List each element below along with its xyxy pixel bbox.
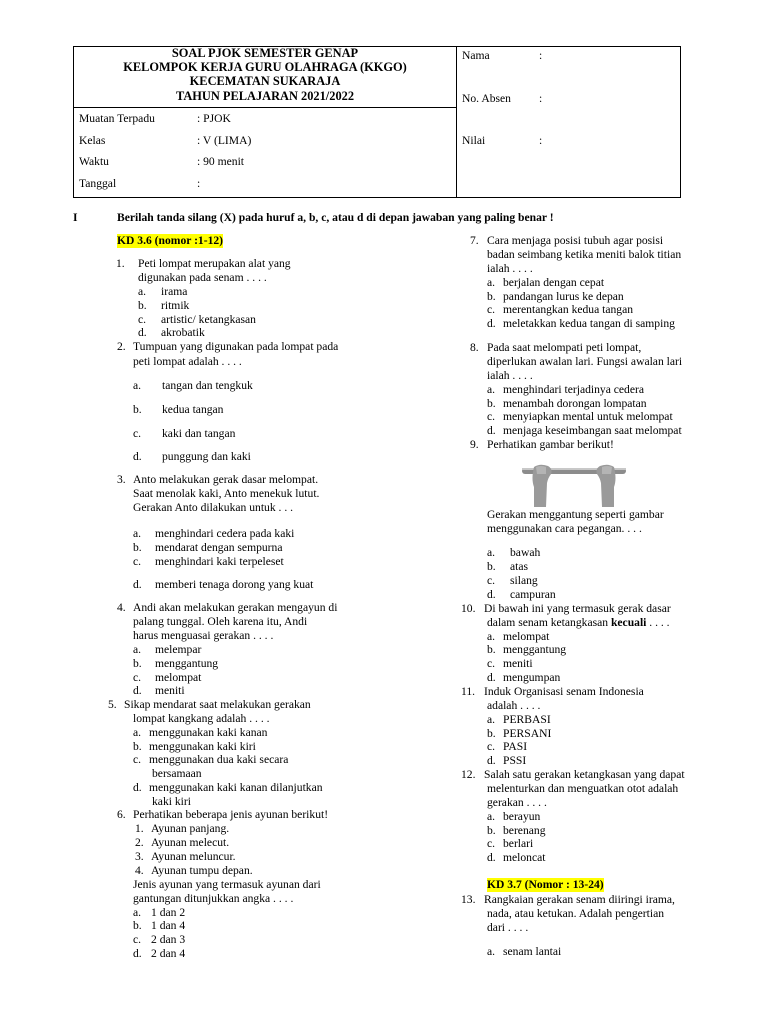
option-text: 1 dan 4 [151, 919, 186, 932]
option-text: 1 dan 2 [151, 906, 186, 919]
list-item: Ayunan melecut. [151, 836, 230, 849]
option-text: bawah [510, 546, 541, 559]
option-letter[interactable]: d. [487, 317, 496, 330]
option-text: kedua tangan [162, 403, 224, 416]
option-letter[interactable]: d. [133, 947, 142, 960]
option-text: 2 dan 4 [151, 947, 186, 960]
info-label-subject: Muatan Terpadu [79, 112, 155, 125]
title-line-2: KELOMPOK KERJA GURU OLAHRAGA (KKGO) [123, 60, 407, 74]
option-text: kaki kiri [152, 795, 191, 808]
option-text: berlari [503, 837, 534, 850]
option-text: menambah dorongan lompatan [503, 397, 647, 410]
option-text: merentangkan kedua tangan [503, 303, 634, 316]
question-text: Sikap mendarat saat melakukan gerakan [124, 698, 311, 711]
option-text: memberi tenaga dorong yang kuat [155, 578, 314, 591]
option-letter[interactable]: d. [138, 326, 147, 339]
question-text: nada, atau ketukan. Adalah pengertian [487, 907, 665, 920]
option-letter[interactable]: b. [133, 919, 142, 932]
option-letter[interactable]: c. [487, 657, 496, 670]
option-letter[interactable]: a. [487, 713, 496, 726]
option-text: menggantung [503, 643, 567, 656]
question-text: Jenis ayunan yang termasuk ayunan dari [133, 878, 321, 891]
option-letter[interactable]: b. [133, 740, 142, 753]
option-letter[interactable]: c. [133, 753, 142, 766]
option-text: ritmik [161, 299, 190, 312]
student-label-absen: No. Absen [462, 92, 511, 105]
option-letter[interactable]: a. [487, 276, 496, 289]
question-text: Rangkaian gerakan senam diiringi irama, [484, 893, 675, 906]
option-text: silang [510, 574, 538, 587]
option-text: akrobatik [161, 326, 205, 339]
option-letter[interactable]: c. [487, 574, 496, 587]
list-number: 3. [135, 850, 144, 863]
option-letter[interactable]: a. [133, 379, 142, 392]
option-text: pandangan lurus ke depan [503, 290, 624, 303]
question-text: menggunakan cara pegangan. . . . [487, 522, 642, 535]
option-text: melompat [155, 671, 202, 684]
question-number: 13. [461, 893, 476, 906]
option-text: tangan dan tengkuk [162, 379, 253, 392]
option-letter[interactable]: a. [133, 726, 142, 739]
option-text: meletakkan kedua tangan di samping [503, 317, 675, 330]
list-item: Ayunan panjang. [151, 822, 230, 835]
question-text: Cara menjaga posisi tubuh agar posisi [487, 234, 664, 247]
option-text: mengumpan [503, 671, 561, 684]
option-text: menggunakan kaki kiri [149, 740, 256, 753]
title-line-3: KECEMATAN SUKARAJA [189, 74, 341, 88]
option-letter[interactable]: b. [133, 657, 142, 670]
list-number: 2. [135, 836, 144, 849]
question-text-part: . . . . [646, 616, 670, 629]
option-text: menghindari kaki terpeleset [155, 555, 284, 568]
question-number: 8. [470, 341, 479, 354]
option-letter[interactable]: b. [133, 541, 142, 554]
emphasis-word: kecuali [610, 616, 647, 629]
question-number: 6. [117, 808, 126, 821]
question-text: peti lompat adalah . . . . [133, 355, 242, 368]
option-letter[interactable]: d. [133, 578, 142, 591]
option-letter[interactable]: a. [487, 546, 496, 559]
question-text: palang tunggal. Oleh karena itu, Andi [133, 615, 308, 628]
option-text: atas [510, 560, 529, 573]
student-value-name[interactable]: : [539, 49, 543, 62]
header-title-separator [73, 107, 457, 108]
question-number: 11. [461, 685, 476, 698]
info-label-time: Waktu [79, 155, 109, 168]
list-item: Ayunan tumpu depan. [151, 864, 253, 877]
question-number: 7. [470, 234, 479, 247]
info-value-subject: : PJOK [197, 112, 231, 125]
option-letter[interactable]: c. [487, 740, 496, 753]
question-number: 1. [116, 257, 125, 270]
question-text: adalah . . . . [487, 699, 541, 712]
question-number: 4. [117, 601, 126, 614]
question-text: lompat kangkang adalah . . . . [133, 712, 270, 725]
option-letter[interactable]: a. [133, 527, 142, 540]
question-text: Induk Organisasi senam Indonesia [484, 685, 644, 698]
question-text: dari . . . . [487, 921, 529, 934]
question-text: gerakan . . . . [487, 796, 547, 809]
question-text: Di bawah ini yang termasuk gerak dasar [484, 602, 671, 615]
title-line-1: SOAL PJOK SEMESTER GENAP [171, 46, 359, 60]
student-label-score: Nilai [462, 134, 486, 147]
question-text: Tumpuan yang digunakan pada lompat pada [133, 340, 339, 353]
question-text: Anto melakukan gerak dasar melompat. [133, 473, 319, 486]
option-letter[interactable]: d. [487, 588, 496, 601]
option-text: campuran [510, 588, 556, 601]
option-letter[interactable]: b. [487, 290, 496, 303]
student-value-score[interactable]: : [539, 134, 543, 147]
question-text: badan seimbang ketika meniti balok titian [487, 248, 682, 261]
option-text: menggantung [155, 657, 219, 670]
option-letter[interactable]: b. [487, 560, 496, 573]
question-text: ialah . . . . [487, 262, 533, 275]
option-text: menjaga keseimbangan saat melompat [503, 424, 682, 437]
student-value-absen[interactable]: : [539, 92, 543, 105]
option-letter[interactable]: a. [487, 630, 496, 643]
option-text: bersamaan [152, 767, 202, 780]
option-text: melempar [155, 643, 202, 656]
option-text: kaki dan tangan [162, 427, 236, 440]
hanging-grip-photo [520, 461, 628, 507]
list-number: 1. [135, 822, 144, 835]
option-text: irama [161, 285, 188, 298]
question-text: Perhatikan beberapa jenis ayunan berikut! [133, 808, 329, 821]
option-letter[interactable]: c. [487, 410, 496, 423]
question-text: ialah . . . . [487, 369, 533, 382]
option-text: meniti [155, 684, 185, 697]
question-text: digunakan pada senam . . . . [138, 271, 267, 284]
question-number: 9. [470, 438, 479, 451]
kd-label-1: KD 3.6 (nomor :1-12) [117, 234, 224, 247]
option-text: melompat [503, 630, 550, 643]
option-text: berjalan dengan cepat [503, 276, 605, 289]
info-value-date: : [197, 177, 201, 190]
option-text: berenang [503, 824, 546, 837]
option-letter[interactable]: a. [487, 945, 496, 958]
info-label-class: Kelas [79, 134, 106, 147]
option-letter[interactable]: d. [487, 424, 496, 437]
option-letter[interactable]: a. [133, 643, 142, 656]
option-letter[interactable]: c. [133, 427, 142, 440]
option-letter[interactable]: d. [133, 450, 142, 463]
info-value-class: : V (LIMA) [197, 134, 252, 147]
option-letter[interactable]: a. [138, 285, 147, 298]
option-letter[interactable]: d. [487, 671, 496, 684]
student-label-name: Nama [462, 49, 490, 62]
option-text: menggunakan dua kaki secara [149, 753, 289, 766]
question-text: Perhatikan gambar berikut! [487, 438, 614, 451]
option-text: artistic/ ketangkasan [161, 313, 256, 326]
question-text: diperlukan awalan lari. Fungsi awalan lari [487, 355, 683, 368]
question-text [487, 616, 670, 630]
question-number: 12. [461, 768, 476, 781]
option-text: mendarat dengan sempurna [155, 541, 283, 554]
option-letter[interactable]: a. [133, 906, 142, 919]
option-text: menggunakan kaki kanan dilanjutkan [149, 781, 323, 794]
option-text: senam lantai [503, 945, 562, 958]
option-text: menggunakan kaki kanan [149, 726, 268, 739]
title-line-4: TAHUN PELAJARAN 2021/2022 [175, 89, 355, 103]
option-text: menghindari terjadinya cedera [503, 383, 644, 396]
kd-label-2: KD 3.7 (Nomor : 13-24) [487, 878, 604, 891]
list-number: 4. [135, 864, 144, 877]
question-text: Gerakan menggantung seperti gambar [487, 508, 664, 521]
option-letter[interactable]: b. [487, 824, 496, 837]
question-number: 10. [461, 602, 476, 615]
question-text: Gerakan Anto dilakukan untuk . . . [133, 501, 294, 514]
option-letter[interactable]: d. [133, 684, 142, 697]
question-number: 5. [108, 698, 117, 711]
option-text: PERSANI [503, 727, 552, 740]
question-text: gantungan ditunjukkan angka . . . . [133, 892, 294, 905]
option-text: berayun [503, 810, 541, 823]
option-letter[interactable]: c. [133, 671, 142, 684]
section-instruction: Berilah tanda silang (X) pada huruf a, b, c, atau d di depan jawaban yang paling benar ! [117, 211, 554, 224]
question-text: Peti lompat merupakan alat yang [138, 257, 291, 270]
question-text-part: dalam senam ketangkasan [487, 616, 611, 629]
question-text: Andi akan melakukan gerakan mengayun di [133, 601, 338, 614]
option-letter[interactable]: b. [487, 397, 496, 410]
question-text: Saat menolak kaki, Anto menekuk lutut. [133, 487, 320, 500]
option-text: PASI [503, 740, 528, 753]
option-text: meniti [503, 657, 533, 670]
option-text: PSSI [503, 754, 527, 767]
option-text: menyiapkan mental untuk melompat [503, 410, 673, 423]
option-text: meloncat [503, 851, 546, 864]
question-number: 2. [117, 340, 126, 353]
option-text: PERBASI [503, 713, 551, 726]
option-text: menghindari cedera pada kaki [155, 527, 295, 540]
option-letter[interactable]: b. [487, 643, 496, 656]
option-letter[interactable]: a. [487, 810, 496, 823]
section-number: I [73, 211, 78, 224]
option-letter[interactable]: d. [133, 781, 142, 794]
question-text: melenturkan dan menguatkan otot adalah [487, 782, 679, 795]
question-number: 3. [117, 473, 126, 486]
option-letter[interactable]: c. [138, 313, 147, 326]
question-text: harus menguasai gerakan . . . . [133, 629, 274, 642]
option-letter[interactable]: b. [487, 727, 496, 740]
option-text: 2 dan 3 [151, 933, 186, 946]
option-letter[interactable]: b. [133, 403, 142, 416]
option-letter[interactable]: c. [133, 555, 142, 568]
option-letter[interactable]: d. [487, 754, 496, 767]
info-label-date: Tanggal [79, 177, 117, 190]
option-letter[interactable]: a. [487, 383, 496, 396]
option-letter[interactable]: c. [487, 837, 496, 850]
option-text: punggung dan kaki [162, 450, 251, 463]
option-letter[interactable]: d. [487, 851, 496, 864]
question-text: Salah satu gerakan ketangkasan yang dapat [484, 768, 685, 781]
info-value-time: : 90 menit [197, 155, 245, 168]
option-letter[interactable]: c. [487, 303, 496, 316]
option-letter[interactable]: b. [138, 299, 147, 312]
list-item: Ayunan meluncur. [151, 850, 236, 863]
option-letter[interactable]: c. [133, 933, 142, 946]
question-text: Pada saat melompati peti lompat, [487, 341, 642, 354]
